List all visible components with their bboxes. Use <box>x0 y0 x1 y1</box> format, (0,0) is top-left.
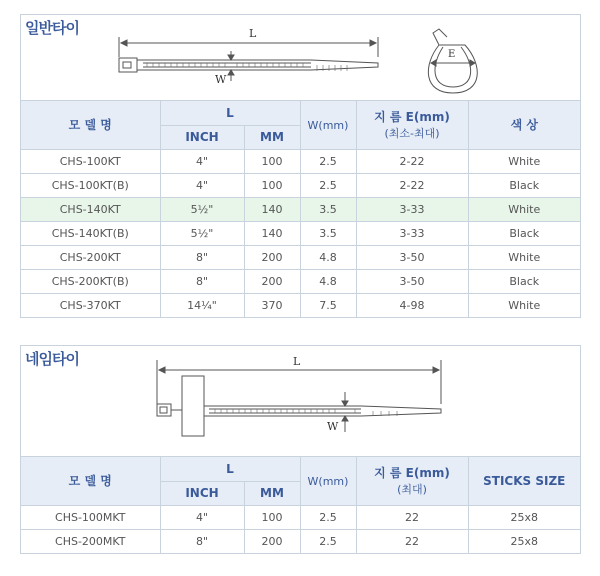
table-row <box>21 221 580 245</box>
inch-header: INCH <box>160 481 244 505</box>
inch-cell: 8" <box>160 529 244 553</box>
diameter-label: E <box>448 49 456 60</box>
model-cell: CHS-200KT <box>21 245 160 269</box>
model-header: 모 델 명 <box>21 101 160 149</box>
width-cell: 2.5 <box>300 173 356 197</box>
mm-cell: 100 <box>244 149 300 173</box>
width-cell: 4.8 <box>300 245 356 269</box>
color-cell: Black <box>468 173 580 197</box>
model-cell: CHS-200KT(B) <box>21 269 160 293</box>
table-row <box>21 245 580 269</box>
name-tie-diagram <box>21 346 580 456</box>
sticks-size-cell: 25x8 <box>468 529 580 553</box>
cable-tie-diagram <box>21 15 580 100</box>
model-cell: CHS-140KT(B) <box>21 221 160 245</box>
length-label: L <box>293 355 301 368</box>
model-header: 모 델 명 <box>21 457 160 505</box>
diameter-cell: 3-50 <box>356 245 468 269</box>
inch-cell: 4" <box>160 505 244 529</box>
width-header: W(mm) <box>300 457 356 505</box>
width-cell: 3.5 <box>300 197 356 221</box>
inch-cell: 8" <box>160 245 244 269</box>
name-tie-section <box>20 345 581 554</box>
cable-tie-header <box>21 15 580 101</box>
diameter-cell: 4-98 <box>356 293 468 317</box>
diameter-cell: 3-33 <box>356 197 468 221</box>
model-cell: CHS-140KT <box>21 197 160 221</box>
diameter-cell: 22 <box>356 529 468 553</box>
table-row <box>21 293 580 317</box>
color-cell: White <box>468 149 580 173</box>
width-cell: 2.5 <box>300 149 356 173</box>
length-label: L <box>249 27 257 40</box>
mm-cell: 200 <box>244 529 300 553</box>
color-cell: White <box>468 245 580 269</box>
name-tie-header <box>21 346 580 457</box>
model-cell: CHS-100KT <box>21 149 160 173</box>
color-cell: White <box>468 197 580 221</box>
inch-cell: 14¼" <box>160 293 244 317</box>
section-title: 일반타이 <box>25 19 79 37</box>
color-cell: Black <box>468 269 580 293</box>
mm-cell: 100 <box>244 505 300 529</box>
width-cell: 3.5 <box>300 221 356 245</box>
model-cell: CHS-370KT <box>21 293 160 317</box>
width-label: W <box>215 73 227 86</box>
mm-cell: 100 <box>244 173 300 197</box>
diameter-cell: 22 <box>356 505 468 529</box>
diameter-header: 지 름 E(mm) (최소-최대) <box>356 101 468 149</box>
inch-cell: 5½" <box>160 197 244 221</box>
cable-tie-spec-table <box>21 101 580 317</box>
table-row <box>21 529 580 553</box>
model-cell: CHS-200MKT <box>21 529 160 553</box>
mm-header: MM <box>244 125 300 149</box>
mm-cell: 140 <box>244 221 300 245</box>
inch-header: INCH <box>160 125 244 149</box>
mm-cell: 200 <box>244 269 300 293</box>
inch-cell: 4" <box>160 173 244 197</box>
length-header: L <box>160 457 300 481</box>
color-cell: White <box>468 293 580 317</box>
model-cell: CHS-100MKT <box>21 505 160 529</box>
sticks-size-cell: 25x8 <box>468 505 580 529</box>
inch-cell: 4" <box>160 149 244 173</box>
color-cell: Black <box>468 221 580 245</box>
name-tie-spec-table <box>21 457 580 553</box>
sticks-size-header: STICKS SIZE <box>468 457 580 505</box>
table-row <box>21 505 580 529</box>
length-header: L <box>160 101 300 125</box>
diameter-cell: 3-50 <box>356 269 468 293</box>
table-row-highlighted <box>21 197 580 221</box>
diameter-header: 지 름 E(mm) (최대) <box>356 457 468 505</box>
mm-cell: 370 <box>244 293 300 317</box>
width-cell: 4.8 <box>300 269 356 293</box>
width-label: W <box>327 420 339 433</box>
mm-cell: 140 <box>244 197 300 221</box>
table-row <box>21 269 580 293</box>
model-cell: CHS-100KT(B) <box>21 173 160 197</box>
cable-tie-section <box>20 14 581 318</box>
diameter-cell: 2-22 <box>356 173 468 197</box>
inch-cell: 8" <box>160 269 244 293</box>
width-header: W(mm) <box>300 101 356 149</box>
inch-cell: 5½" <box>160 221 244 245</box>
table-row <box>21 149 580 173</box>
section-title: 네임타이 <box>25 350 79 368</box>
table-row <box>21 173 580 197</box>
diameter-cell: 3-33 <box>356 221 468 245</box>
mm-header: MM <box>244 481 300 505</box>
width-cell: 2.5 <box>300 505 356 529</box>
diameter-cell: 2-22 <box>356 149 468 173</box>
mm-cell: 200 <box>244 245 300 269</box>
width-cell: 7.5 <box>300 293 356 317</box>
color-header: 색 상 <box>468 101 580 149</box>
width-cell: 2.5 <box>300 529 356 553</box>
